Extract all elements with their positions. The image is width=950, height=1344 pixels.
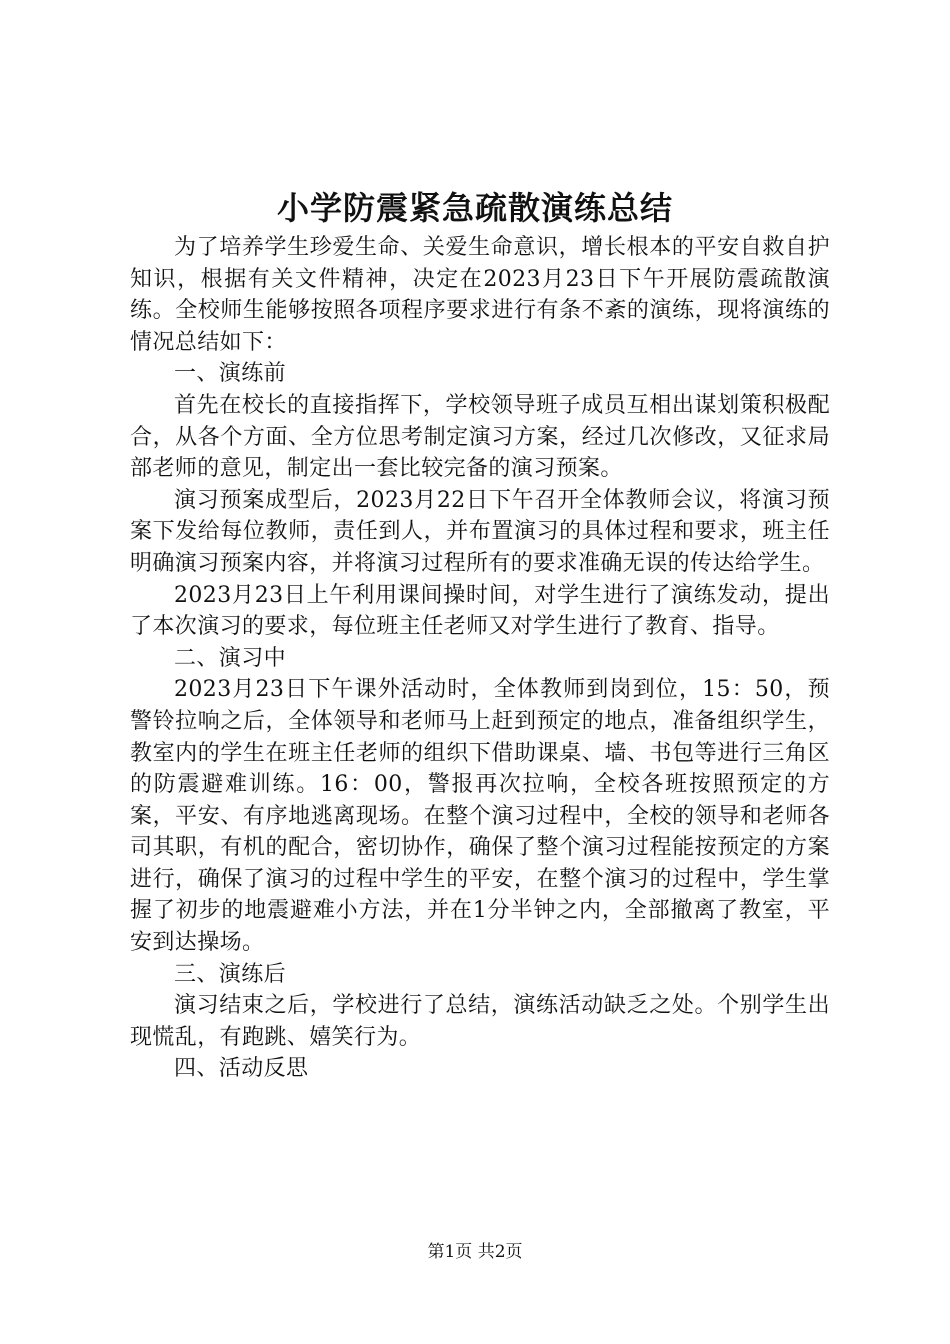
paragraph-teacher-meeting: 演习预案成型后，2023月22日下午召开全体教师会议，将演习预案下发给每位教师，责任到人，并布置演习的具体过程和要求，班主任明确演习预案内容，并将演习过程所有的要求准确无误的传达给学生。 bbox=[130, 487, 830, 576]
document-title: 小学防震紧急疏散演练总结 bbox=[276, 189, 673, 227]
section-heading-after-drill: 三、演练后 bbox=[174, 961, 287, 987]
section-heading-before-drill: 一、演练前 bbox=[174, 361, 287, 387]
paragraph-drill-process: 2023月23日下午课外活动时，全体教师到岗到位，15：50，预警铃拉响之后，全体领导和老师马上赶到预定的地点，准备组织学生，教室内的学生在班主任老师的组织下借助课桌、墙、书包等进行三角区的防震避难训练。16：00，警报再次拉响，全校各班按照预定的方案，平安、有序地逃离现场。在整个演习过程中，全校的领导和老师各司其职，有机的配合，密切协作，确保了整个演习过程能按预定的方案进行，确保了演习的过程中学生的平安，在整个演习的过程中，学生掌握了初步的地震避难小方法，并在1分半钟之内，全部撤离了教室，平安到达操场。 bbox=[130, 677, 830, 956]
document-body bbox=[130, 232, 830, 1085]
section-heading-reflection: 四、活动反思 bbox=[174, 1056, 309, 1082]
section-heading-during-drill: 二、演习中 bbox=[174, 645, 287, 671]
paragraph-planning: 首先在校长的直接指挥下，学校领导班子成员互相出谋划策积极配合，从各个方面、全方位思考制定演习方案，经过几次修改，又征求局部老师的意见，制定出一套比较完备的演习预案。 bbox=[130, 392, 830, 482]
paragraph-intro: 为了培养学生珍爱生命、关爱生命意识，增长根本的平安自救自护知识，根据有关文件精神，决定在2023月23日下午开展防震疏散演练。全校师生能够按照各项程序要求进行有条不紊的演练，现将演练的情况总结如下： bbox=[130, 235, 830, 355]
paragraph-student-mobilization: 2023月23日上午利用课间操时间，对学生进行了演练发动，提出了本次演习的要求，每位班主任老师又对学生进行了教育、指导。 bbox=[130, 582, 830, 640]
paragraph-summary: 演习结束之后，学校进行了总结，演练活动缺乏之处。个别学生出现慌乱，有跑跳、嬉笑行为。 bbox=[130, 993, 830, 1050]
page-number-footer: 第1页 共2页 bbox=[427, 1242, 523, 1262]
